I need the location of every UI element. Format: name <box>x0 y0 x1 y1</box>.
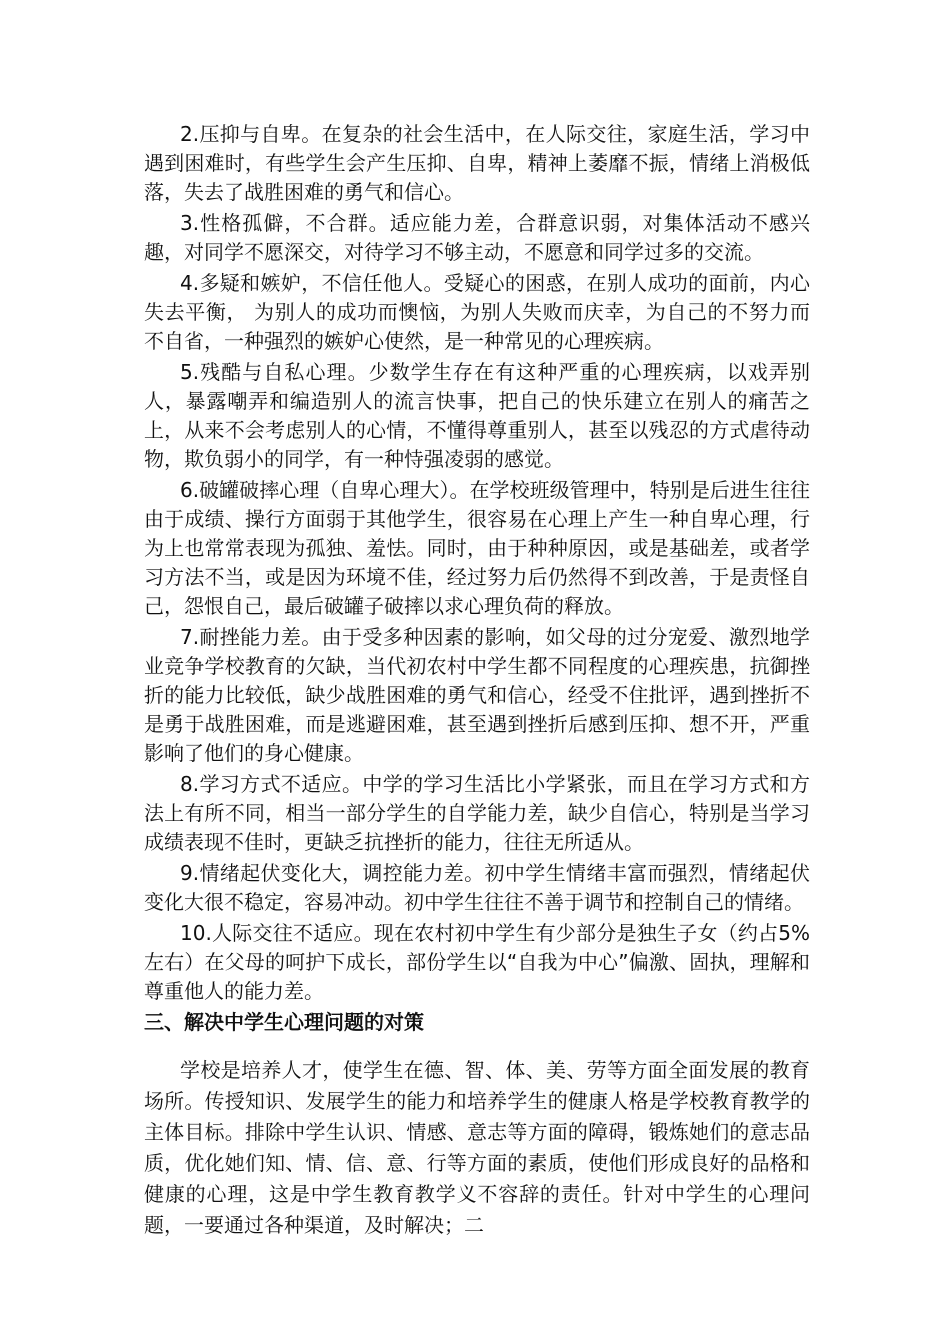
paragraph-item-5: 5.残酷与自私心理。少数学生存在有这种严重的心理疾病，以戏弄别人，暴露嘲弄和编造别人的流言快事，把自己的快乐建立在别人的痛苦之上，从来不会考虑别人的心情，不懂得尊重别人，甚至以残忍的方式虐待动物，欺负弱小的同学，有一种恃强凌弱的感觉。 <box>144 360 810 471</box>
body-paragraph: 学校是培养人才，使学生在德、智、体、美、劳等方面全面发展的教育场所。传授知识、发展学生的能力和培养学生的健康人格是学校教育教学的主体目标。排除中学生认识、情感、意志等方面的障碍，锻炼她们的意志品质，优化她们知、情、信、意、行等方面的素质，使他们形成良好的品格和健康的心理，这是中学生教育教学义不容辞的责任。针对中学生的心理问题，一要通过各种渠道，及时解决；二 <box>144 1058 810 1237</box>
paragraph-item-8: 8.学习方式不适应。中学的学习生活比小学紧张，而且在学习方式和方法上有所不同，相当一部分学生的自学能力差，缺少自信心，特别是当学习成绩表现不佳时，更缺乏抗挫折的能力，往往无所适从。 <box>144 772 810 854</box>
paragraph-item-2: 2.压抑与自卑。在复杂的社会生活中，在人际交往，家庭生活，学习中遇到困难时，有些学生会产生压抑、自卑，精神上萎靡不振，情绪上消极低落，失去了战胜困难的勇气和信心。 <box>144 122 810 204</box>
paragraph-item-10: 10.人际交往不适应。现在农村初中学生有少部分是独生子女（约占5%左右）在父母的呵护下成长，部份学生以“自我为中心”偏激、固执，理解和尊重他人的能力差。 <box>144 921 810 1003</box>
document-page <box>144 120 810 1243</box>
paragraph-item-9: 9.情绪起伏变化大，调控能力差。初中学生情绪丰富而强烈，情绪起伏变化大很不稳定，容易冲动。初中学生往往不善于调节和控制自己的情绪。 <box>144 861 810 914</box>
paragraph-item-4: 4.多疑和嫉妒，不信任他人。受疑心的困惑，在别人成功的面前，内心失去平衡， 为别人的成功而懊恼，为别人失败而庆幸，为自己的不努力而不自省，一种强烈的嫉妒心使然，是一种常见的心理疾病。 <box>144 271 810 353</box>
section-heading: 三、解决中学生心理问题的对策 <box>144 1010 424 1034</box>
paragraph-item-6: 6.破罐破摔心理（自卑心理大）。在学校班级管理中，特别是后进生往往由于成绩、操行方面弱于其他学生，很容易在心理上产生一种自卑心理，行为上也常常表现为孤独、羞怯。同时，由于种种原因，或是基础差，或者学习方法不当，或是因为环境不佳，经过努力后仍然得不到改善，于是责怪自己，怨恨自己，最后破罐子破摔以求心理负荷的释放。 <box>144 478 810 618</box>
paragraph-item-7: 7.耐挫能力差。由于受多种因素的影响，如父母的过分宠爱、激烈地学业竞争学校教育的欠缺，当代初农村中学生都不同程度的心理疾患，抗御挫折的能力比较低，缺少战胜困难的勇气和信心，经受不住批评，遇到挫折不是勇于战胜困难，而是逃避困难，甚至遇到挫折后感到压抑、想不开，严重影响了他们的身心健康。 <box>144 625 810 765</box>
paragraph-item-3: 3.性格孤僻，不合群。适应能力差，合群意识弱，对集体活动不感兴趣，对同学不愿深交，对待学习不够主动，不愿意和同学过多的交流。 <box>144 211 810 264</box>
